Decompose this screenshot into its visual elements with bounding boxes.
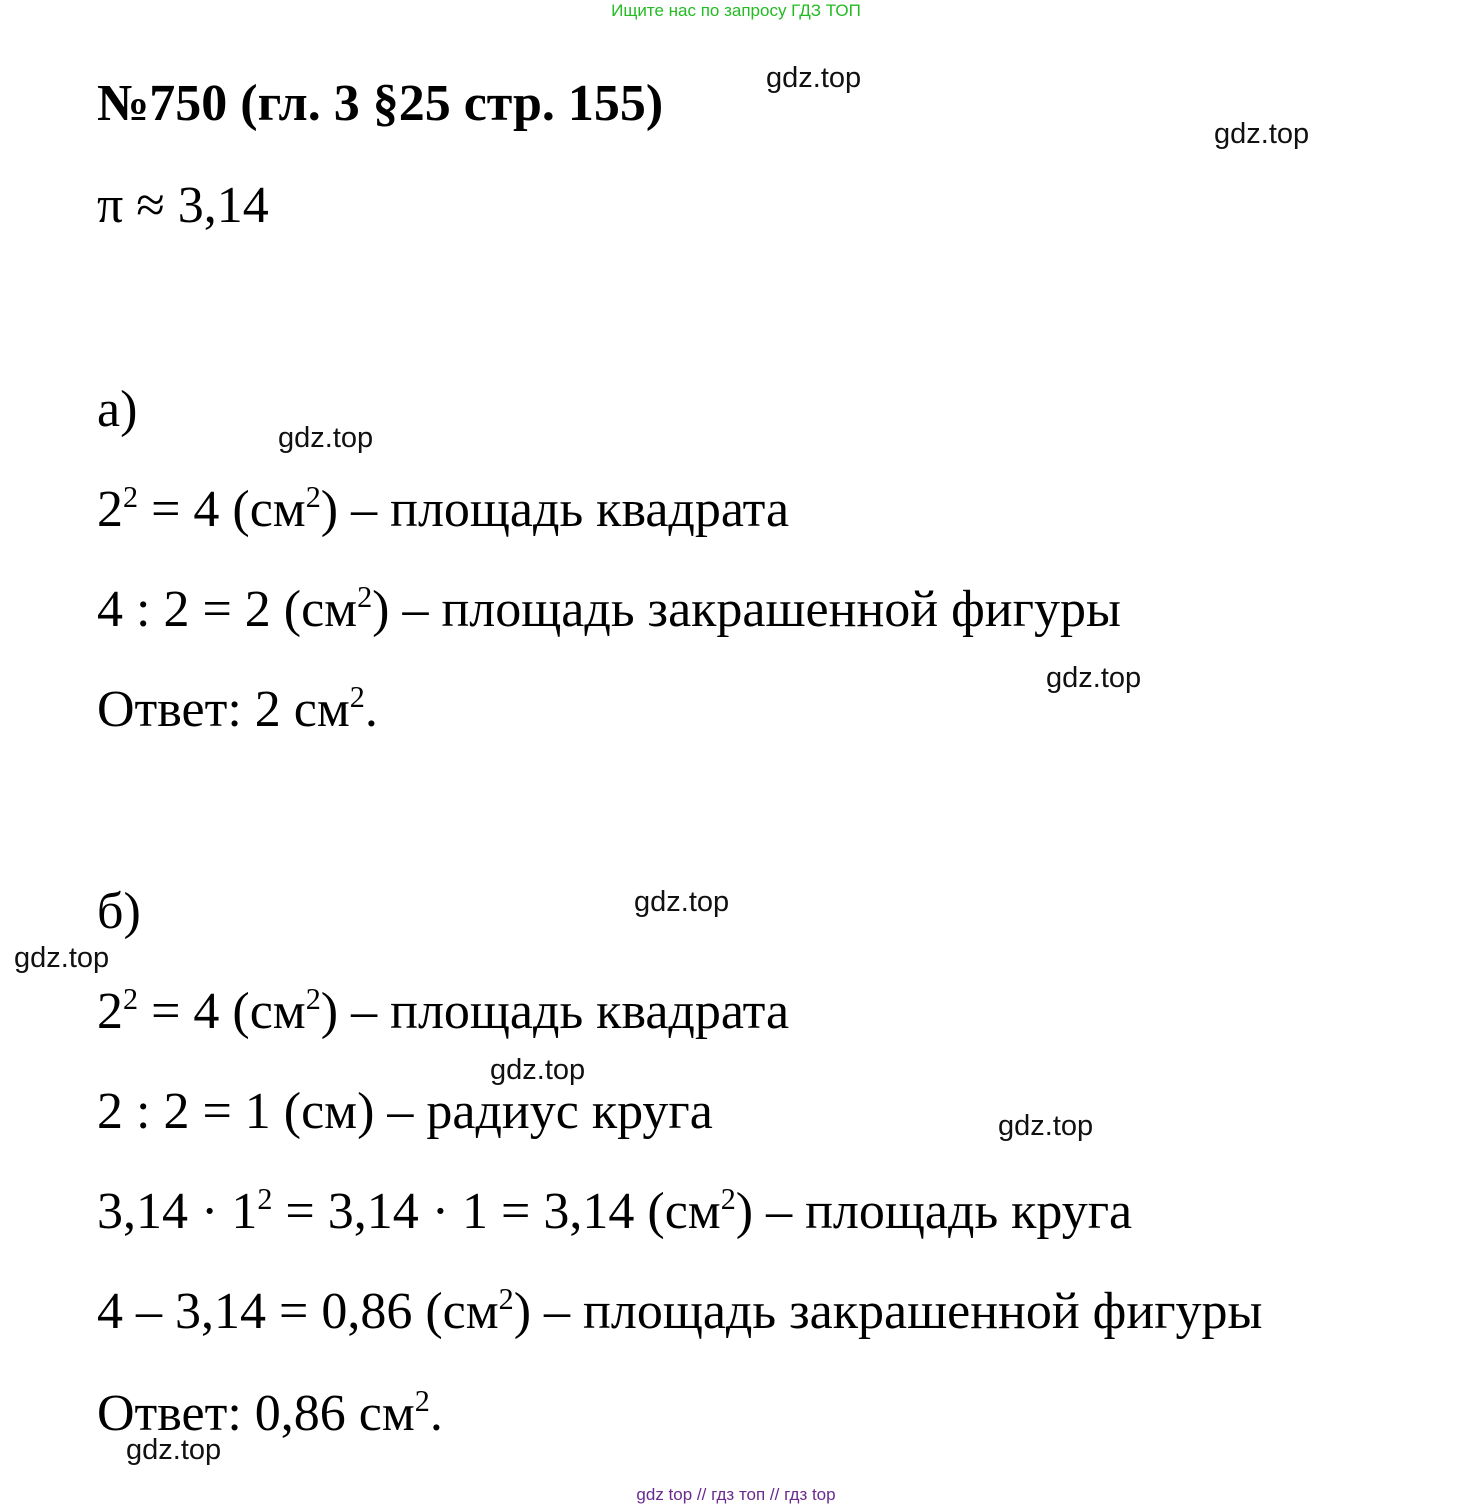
part-a-answer: Ответ: 2 $см^2$. — [97, 680, 378, 738]
task-title: №750 (гл. 3 §25 стр. 155) — [97, 75, 664, 132]
watermark: gdz.top — [1046, 662, 1142, 694]
watermark: gdz.top — [126, 1434, 222, 1466]
watermark: gdz.top — [634, 886, 730, 918]
part-b-answer: Ответ: 0,86 $см^2$. — [97, 1384, 443, 1442]
footer-links: gdz top // гдз топ // гдз top — [636, 1485, 836, 1504]
part-b-radius: 2 : 2 = 1 (см) – радиус круга — [97, 1083, 713, 1140]
watermark: gdz.top — [766, 62, 862, 94]
part-b-square-area: $2^2 = 4$ $(см^2)$ – площадь квадрата — [97, 982, 790, 1040]
watermark: gdz.top — [998, 1110, 1094, 1142]
part-a-square-area: $2^2 = 4$ $(см^2)$ – площадь квадрата — [97, 480, 790, 538]
part-b-circle-area: $3,14 \cdot 1^2 = 3,14 \cdot 1 = 3,14$ $(см^2)$ – площадь круга — [97, 1182, 1133, 1240]
part-b-label: б) — [97, 883, 141, 940]
part-a-label: а) — [97, 381, 138, 438]
watermark: gdz.top — [490, 1054, 586, 1086]
watermark: gdz.top — [14, 942, 110, 974]
watermark: gdz.top — [278, 422, 374, 454]
search-banner: Ищите нас по запросу ГДЗ ТОП — [611, 1, 861, 20]
pi-approximation: π ≈ 3,14 — [97, 177, 269, 234]
watermark: gdz.top — [1214, 118, 1310, 150]
part-a-shaded-area: 4 : 2 = 2 $(см^2)$ – площадь закрашенной фигуры — [97, 580, 1121, 638]
part-b-shaded-area: 4 – 3,14 = 0,86 $(см^2)$ – площадь закрашенной фигуры — [97, 1282, 1263, 1340]
